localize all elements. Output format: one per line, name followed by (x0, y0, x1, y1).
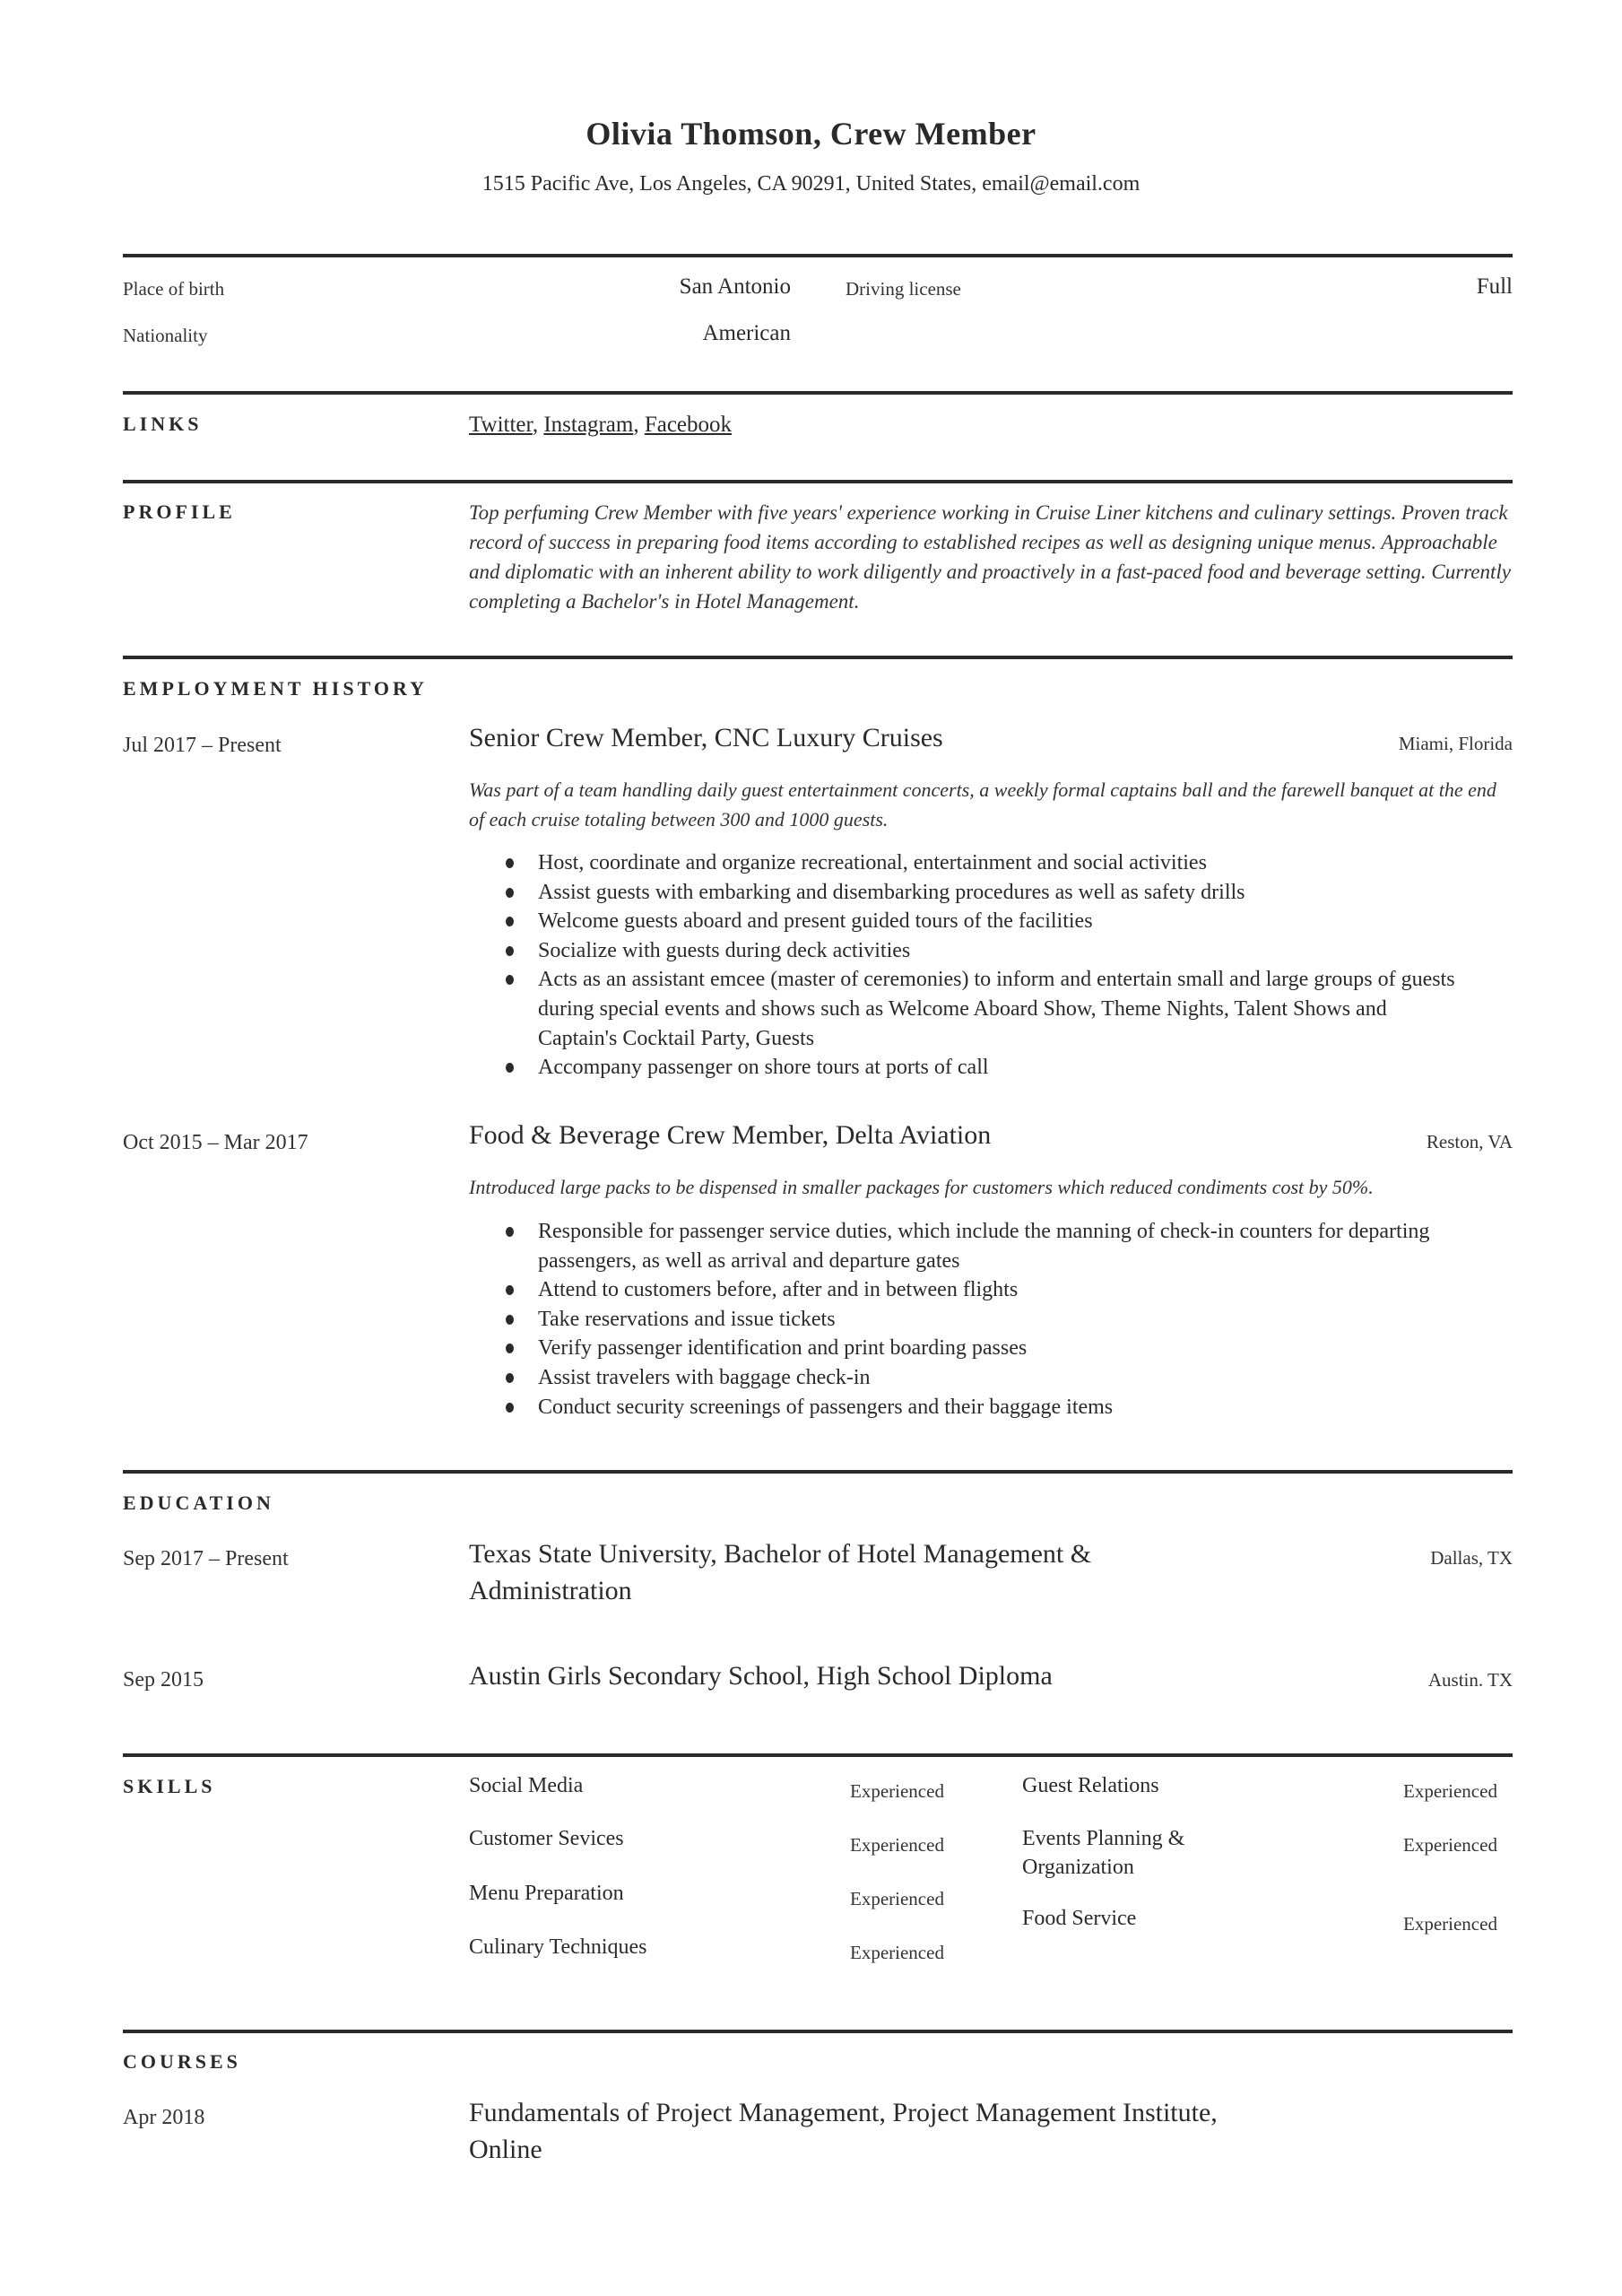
skill-name: Menu Preparation (469, 1882, 624, 1905)
bullet-icon (506, 1285, 514, 1295)
skill-level: Experienced (1403, 1780, 1497, 1802)
bullet-icon (506, 858, 514, 868)
course-dates: Apr 2018 (123, 2106, 205, 2129)
section-divider (123, 656, 1513, 659)
contact-line: 1515 Pacific Ave, Los Angeles, CA 90291, United States, email@email.com (481, 172, 1141, 196)
section-divider (123, 1753, 1513, 1757)
section-divider (123, 480, 1513, 483)
bullet-item: Conduct security screenings of passengers and their baggage items (469, 1393, 1455, 1422)
driving-license-value: Full (1476, 274, 1513, 299)
skill-name: Food Service (1022, 1907, 1137, 1930)
place-of-birth-label: Place of birth (123, 278, 225, 300)
candidate-name: Olivia Thomson, Crew Member (585, 116, 1037, 152)
job-location: Reston, VA (1426, 1131, 1513, 1152)
skill-level: Experienced (850, 1834, 944, 1856)
bullet-icon (506, 1373, 514, 1383)
bullet-icon (506, 946, 514, 956)
links-heading: LINKS (123, 413, 203, 435)
education-dates: Sep 2017 – Present (123, 1547, 289, 1570)
nationality-value: American (702, 321, 791, 345)
skill-name: Social Media (469, 1774, 584, 1797)
education-location: Dallas, TX (1430, 1547, 1513, 1569)
job-dates: Oct 2015 – Mar 2017 (123, 1131, 308, 1154)
job-summary: Introduced large packs to be dispensed in smaller packages for customers which reduced condiments cost by 50%. (469, 1176, 1374, 1198)
skill-level: Experienced (1403, 1913, 1497, 1935)
job-bullets (469, 1217, 1455, 1422)
skill-name: Customer Sevices (469, 1827, 624, 1850)
skills-heading: SKILLS (123, 1775, 216, 1797)
links-list (469, 413, 732, 438)
bullet-item: Verify passenger identification and print boarding passes (469, 1334, 1455, 1363)
courses-heading: COURSES (123, 2050, 241, 2073)
bullet-item: Accompany passenger on shore tours at ports of call (469, 1053, 1455, 1083)
job-bullets (469, 848, 1455, 1083)
bullet-icon (506, 1344, 514, 1353)
section-divider (123, 1470, 1513, 1474)
bullet-item: Responsible for passenger service duties, which include the manning of check-in counters for departing passengers, as well as arrival and departure gates (469, 1217, 1455, 1275)
bullet-item: Socialize with guests during deck activities (469, 936, 1455, 966)
skill-name: Guest Relations (1022, 1774, 1159, 1797)
skill-level: Experienced (850, 1780, 944, 1802)
bullet-item: Assist guests with embarking and disembarking procedures as well as safety drills (469, 878, 1455, 908)
skill-level: Experienced (850, 1942, 944, 1963)
driving-license-label: Driving license (846, 278, 961, 300)
course-title: Fundamentals of Project Management, Project Management Institute, Online (469, 2098, 1218, 2164)
bullet-icon (506, 1227, 514, 1237)
education-heading: EDUCATION (123, 1492, 274, 1514)
section-divider (123, 254, 1513, 257)
skill-level: Experienced (1403, 1834, 1497, 1856)
resume-header (0, 115, 1622, 196)
bullet-icon (506, 1063, 514, 1073)
job-summary: Was part of a team handling daily guest entertainment concerts, a weekly formal captains ball and the farewell banquet at the end of each cruise totaling between 300 and 1000 guests. (469, 778, 1496, 831)
bullet-icon (506, 1315, 514, 1325)
bullet-item: Host, coordinate and organize recreational, entertainment and social activities (469, 848, 1455, 878)
education-dates: Sep 2015 (123, 1668, 204, 1692)
skill-name: Culinary Techniques (469, 1935, 647, 1959)
profile-heading: PROFILE (123, 500, 236, 523)
education-location: Austin. TX (1427, 1669, 1513, 1691)
bullet-item: Attend to customers before, after and in between flights (469, 1275, 1455, 1305)
job-location: Miami, Florida (1398, 733, 1513, 754)
skill-level: Experienced (850, 1888, 944, 1909)
education-title: Texas State University, Bachelor of Hotel Management & Administration (469, 1539, 1092, 1605)
section-divider (123, 2030, 1513, 2033)
section-divider (123, 391, 1513, 395)
link-separator: , (633, 413, 645, 437)
bullet-item: Take reservations and issue tickets (469, 1305, 1455, 1335)
link-separator: , (532, 413, 544, 437)
bullet-icon (506, 888, 514, 898)
job-dates: Jul 2017 – Present (123, 734, 282, 757)
place-of-birth-value: San Antonio (679, 274, 791, 299)
instagram-link[interactable]: Instagram (543, 413, 634, 437)
bullet-icon (506, 1403, 514, 1413)
bullet-icon (506, 917, 514, 926)
nationality-label: Nationality (123, 325, 208, 346)
twitter-link[interactable]: Twitter (469, 413, 533, 437)
bullet-item: Assist travelers with baggage check-in (469, 1363, 1455, 1393)
job-title: Food & Beverage Crew Member, Delta Aviation (469, 1120, 992, 1150)
skill-name: Events Planning & Organization (1022, 1827, 1185, 1879)
bullet-icon (506, 975, 514, 985)
profile-text: Top perfuming Crew Member with five years' experience working in Cruise Liner kitchens and culinary settings. Proven track record of success in preparing food items according to established recipes as well as designing unique menus. Approachable and diplomatic with an inherent ability to work diligently and proactively in a fast-paced food and beverage setting. Currently completing a Bachelor's in Hotel Management. (469, 501, 1511, 613)
education-title: Austin Girls Secondary School, High School Diploma (469, 1661, 1053, 1691)
employment-heading: EMPLOYMENT HISTORY (123, 677, 428, 700)
facebook-link[interactable]: Facebook (644, 413, 733, 437)
bullet-item: Welcome guests aboard and present guided tours of the facilities (469, 907, 1455, 936)
bullet-item: Acts as an assistant emcee (master of ceremonies) to inform and entertain small and large groups of guests during special events and shows such as Welcome Aboard Show, Theme Nights, Talent Shows and Captain's Cocktail Party, Guests (469, 965, 1455, 1053)
job-title: Senior Crew Member, CNC Luxury Cruises (469, 723, 943, 752)
